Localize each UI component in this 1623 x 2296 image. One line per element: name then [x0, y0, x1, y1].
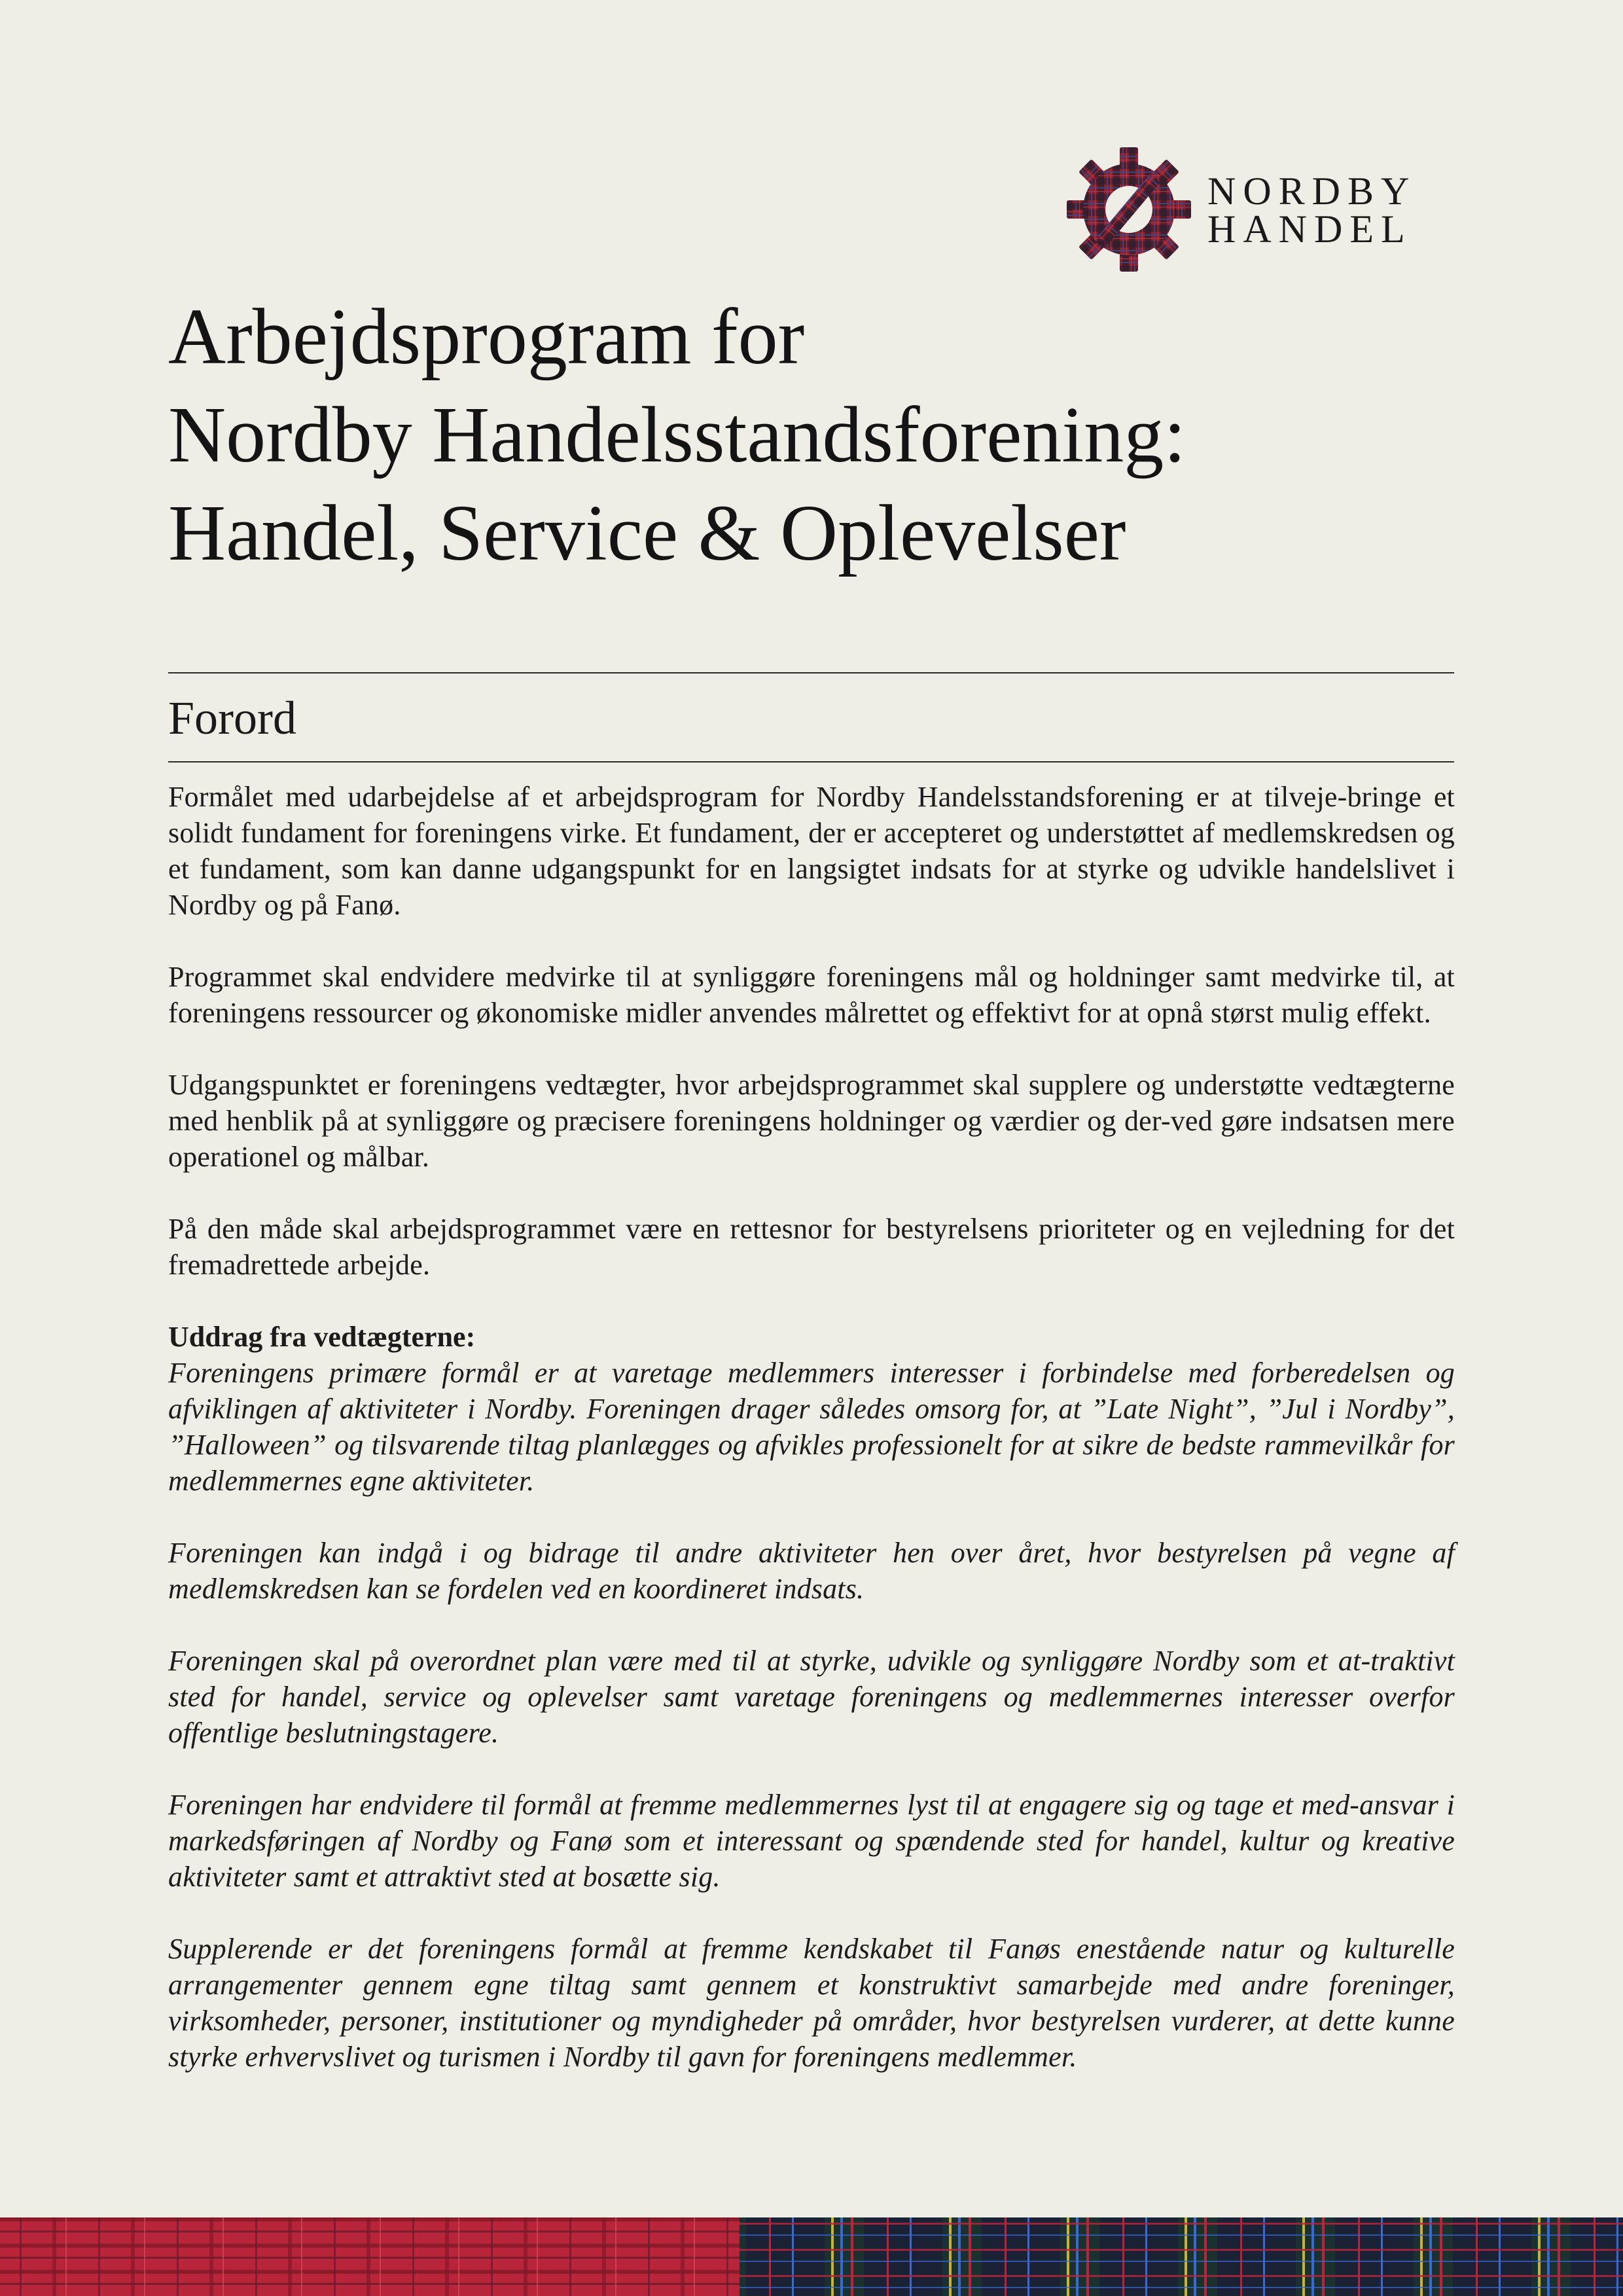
logo-line-1: NORDBY	[1207, 170, 1417, 213]
paragraph: Udgangspunktet er foreningens vedtægter, hvor arbejdsprogrammet skal supplere og understøtte vedtægterne med henblik på at synliggøre og præcisere foreningens holdninger og værdier og der-ved gøre indsatsen mere operationel og målbar.	[168, 1069, 1455, 1173]
title-line-3: Handel, Service & Oplevelser	[168, 489, 1126, 577]
logo-wordmark	[1207, 170, 1417, 251]
excerpt-paragraph: Foreningen skal på overordnet plan være med til at styrke, udvikle og synliggøre Nordby som et at-traktivt sted for handel, service og oplevelser samt varetage foreningens og medlemmernes interesser overfor offentlige beslutningstagere.	[168, 1645, 1455, 1749]
excerpt-heading: Uddrag fra vedtægterne:	[168, 1321, 476, 1353]
excerpt-paragraph: Supplerende er det foreningens formål at fremme kendskabet til Fanøs enestående natur og kulturelle arrangementer gennem egne tiltag samt gennem et konstruktivt samarbejde med andre foreninger, virksomheder, personer, institutioner og myndigheder på områder, hvor bestyrelsen vurderer, at dette kunne styrke erhvervslivet og turismen i Nordby til gavn for foreningens medlemmer.	[168, 1933, 1455, 2073]
paragraph: Formålet med udarbejdelse af et arbejdsprogram for Nordby Handelsstandsforening er at tilveje-bringe et solidt fundament for foreningens virke. Et fundament, der er accepteret og understøttet af medlemskredsen og et fundament, som kan danne udgangspunkt for en langsigtet indsats for at styrke og udvikle handelslivet i Nordby og på Fanø.	[168, 781, 1455, 921]
excerpt-paragraph: Foreningen kan indgå i og bidrage til andre aktiviteter hen over året, hvor bestyrelsen på vegne af medlemskredsen kan se fordelen ved en koordineret indsats.	[168, 1537, 1455, 1605]
paragraph: Programmet skal endvidere medvirke til at synliggøre foreningens mål og holdninger samt medvirke til, at foreningens ressourcer og økonomiske midler anvendes målrettet og effektivt for at opnå størst mulig effekt.	[168, 961, 1455, 1029]
gear-logo-icon	[1067, 147, 1191, 272]
tartan-footer-band	[0, 2217, 1623, 2296]
title-line-1: Arbejdsprogram for	[168, 293, 805, 381]
page-title	[168, 288, 1412, 583]
logo-line-2: HANDEL	[1207, 207, 1412, 251]
excerpt-paragraph: Foreningens primære formål er at varetage medlemmers interesser i forbindelse med forberedelsen og afviklingen af aktiviteter i Nordby. Foreningen drager således omsorg for, at ”Late Night”, ”Jul i Nordby”, ”Halloween” og tilsvarende tiltag planlægges og afvikles professionelt for at sikre de bedste rammevilkår for medlemmernes egne aktiviteter.	[168, 1357, 1455, 1497]
section-heading: Forord	[168, 692, 296, 744]
body-content	[168, 779, 1455, 2111]
excerpt-paragraph: Foreningen har endvidere til formål at fremme medlemmernes lyst til at engagere sig og tage et med-ansvar i markedsføringen af Nordby og Fanø som et interessant og spændende sted for handel, kultur og kreative aktiviteter samt et attraktivt sted at bosætte sig.	[168, 1789, 1455, 1893]
divider-top	[168, 672, 1454, 673]
title-line-2: Nordby Handelsstandsforening:	[168, 391, 1186, 479]
logo	[1067, 147, 1440, 272]
divider-bottom	[168, 761, 1454, 762]
paragraph: På den måde skal arbejdsprogrammet være en rettesnor for bestyrelsens prioriteter og en vejledning for det fremadrettede arbejde.	[168, 1213, 1455, 1281]
